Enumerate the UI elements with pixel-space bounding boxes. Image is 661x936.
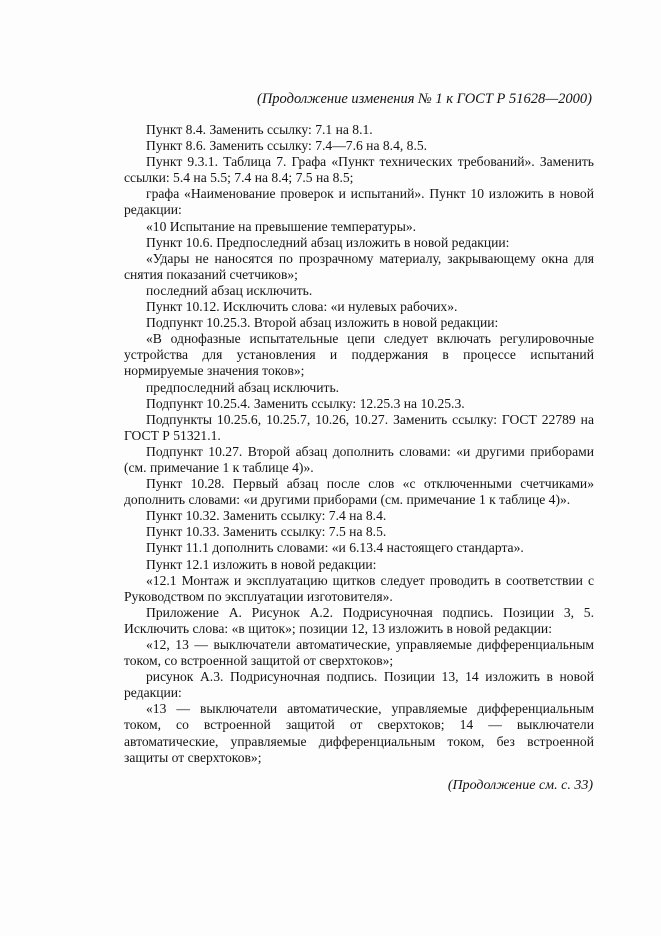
paragraph: Пункт 10.6. Предпоследний абзац изложить в новой редакции: <box>146 234 510 250</box>
paragraph: Пункт 10.12. Исключить слова: «и нулевых рабочих». <box>146 299 458 315</box>
paragraph: Пункт 10.33. Заменить ссылку: 7.5 на 8.5. <box>146 524 387 540</box>
paragraph: Приложение А. Рисунок А.2. Подрисуночная подпись. Позиции 3, 5. Исключить слова: «в щиток»; позиции 12, 13 изложить в новой редакции: <box>124 604 594 636</box>
paragraph: Пункт 12.1 изложить в новой редакции: <box>146 556 377 572</box>
paragraph: «Удары не наносятся по прозрачному материалу, закрывающему окна для снятия показаний счетчиков»; <box>124 250 594 282</box>
paragraph: Подпункты 10.25.6, 10.25.7, 10.26, 10.27. Заменить ссылку: ГОСТ 22789 на ГОСТ Р 51321.1. <box>124 411 594 443</box>
paragraph: Пункт 10.28. Первый абзац после слов «с отключенными счетчиками» дополнить словами: «и другими приборами (см. примечание 1 к таблице 4)». <box>124 476 594 508</box>
paragraph: Подпункт 10.27. Второй абзац дополнить словами: «и другими приборами (см. примечание 1 к таблице 4)». <box>124 443 594 475</box>
paragraph: последний абзац исключить. <box>146 282 313 298</box>
paragraph: Пункт 8.4. Заменить ссылку: 7.1 на 8.1. <box>146 122 373 137</box>
continuation-note: (Продолжение см. с. 33) <box>447 778 593 793</box>
paragraph: Пункт 11.1 дополнить словами: «и 6.13.4 настоящего стандарта». <box>146 540 524 556</box>
paragraph: рисунок А.3. Подрисуночная подпись. Позиции 13, 14 изложить в новой редакции: <box>124 669 594 701</box>
paragraph: предпоследний абзац исключить. <box>146 379 340 395</box>
paragraph: «12.1 Монтаж и эксплуатацию щитков следует проводить в соответствии с Руководством по эксплуатации изготовителя». <box>124 572 594 604</box>
paragraph: «13 — выключатели автоматические, управляемые дифференциальным током, со встроенной защитой от сверхтоков; 14 — выключатели автоматические, управляемые дифференциальным током, без встроенной защиты от сверхтоков»; <box>124 701 594 765</box>
paragraph: Пункт 8.6. Заменить ссылку: 7.4—7.6 на 8.4, 8.5. <box>146 138 428 154</box>
paragraph: «10 Испытание на превышение температуры». <box>146 218 417 234</box>
paragraph: «12, 13 — выключатели автоматические, управляемые дифференциальным током, со встроенной защитой от сверхтоков»; <box>124 637 594 669</box>
paragraph: Пункт 10.32. Заменить ссылку: 7.4 на 8.4. <box>146 508 387 524</box>
paragraph: Подпункт 10.25.4. Заменить ссылку: 12.25.3 на 10.25.3. <box>146 395 465 411</box>
paragraph: графа «Наименование проверок и испытаний». Пункт 10 изложить в новой редакции: <box>124 186 594 218</box>
running-header: (Продолжение изменения № 1 к ГОСТ Р 51628—2000) <box>257 91 592 107</box>
paragraph: Пункт 9.3.1. Таблица 7. Графа «Пункт технических требований». Заменить ссылки: 5.4 на 5.5; 7.4 на 8.4; 7.5 на 8.5; <box>124 154 594 186</box>
paragraph: «В однофазные испытательные цепи следует включать регулировочные устройства для установления и поддержания в процессе испытаний нормируемые значения токов»; <box>124 331 594 379</box>
paragraph: Подпункт 10.25.3. Второй абзац изложить в новой редакции: <box>146 315 499 331</box>
document-body <box>124 122 594 766</box>
